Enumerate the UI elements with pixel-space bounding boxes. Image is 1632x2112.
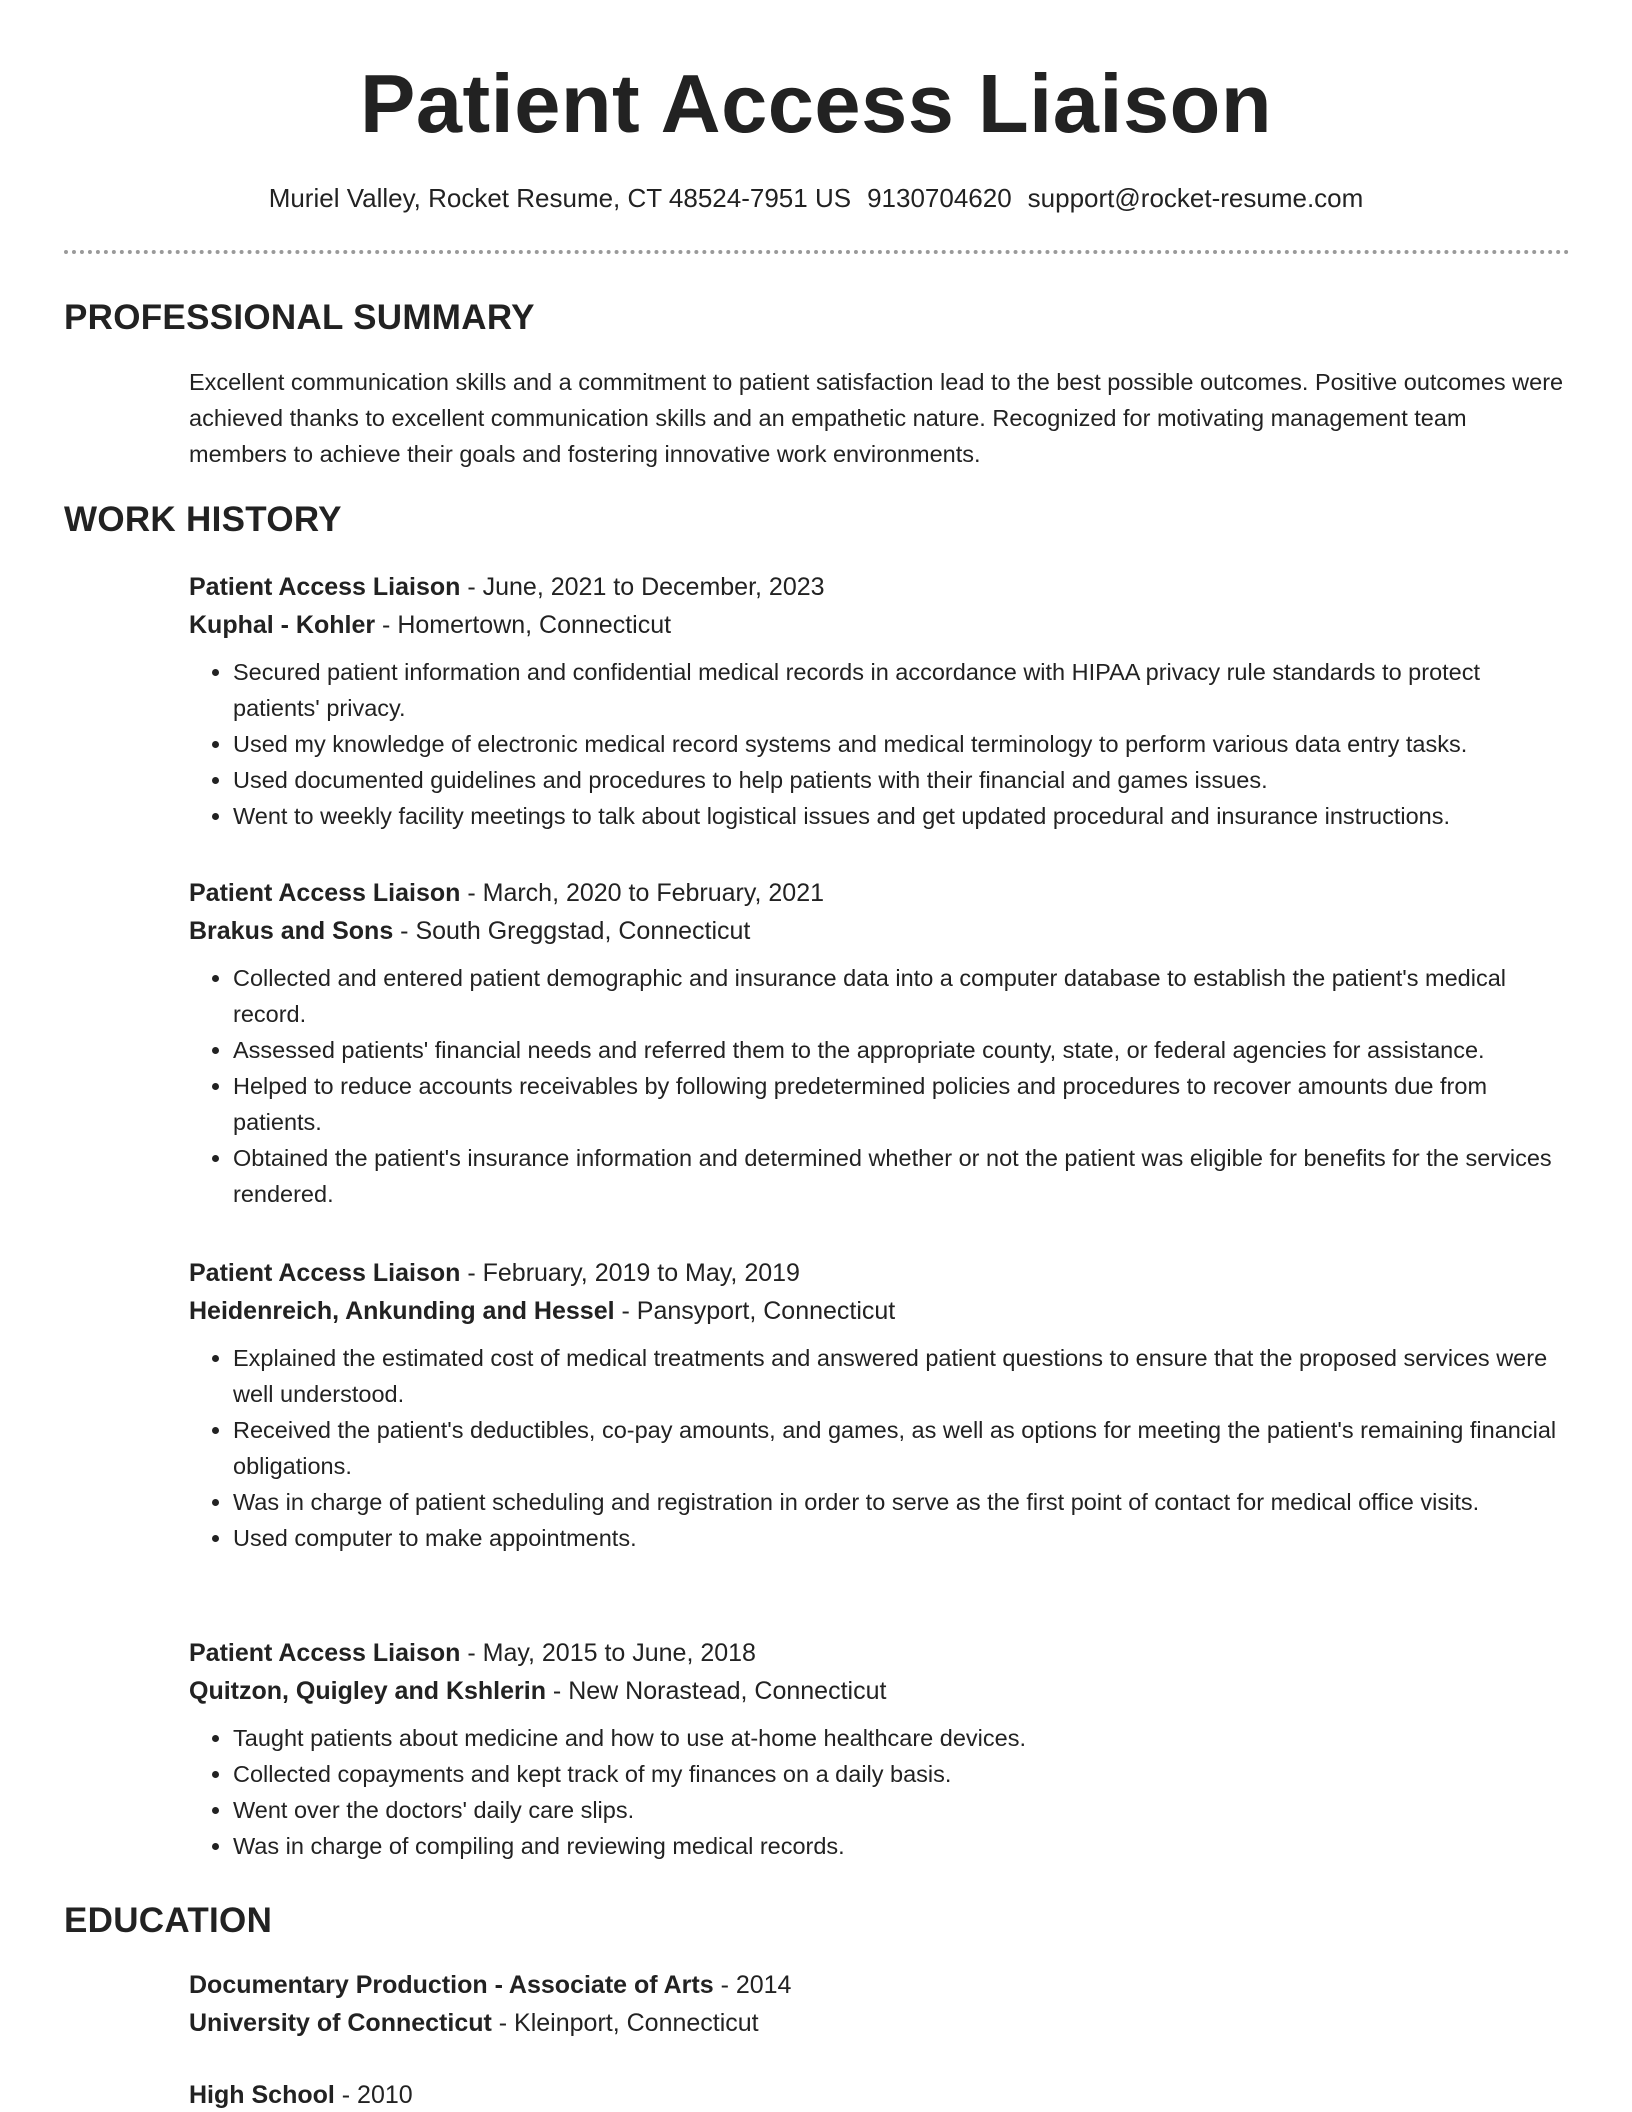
degree-year: - 2010 [334,2081,413,2109]
job-bullets [189,1720,1569,1864]
school-name: University of Connecticut [189,2009,492,2037]
job-company-line [189,912,1569,950]
job-entry [189,874,1569,1212]
job-bullet: • Used documented guidelines and procedures to help patients with their financial and games issues. [233,762,1569,798]
contact-address: Muriel Valley, Rocket Resume, CT 48524-7951 US [268,183,852,213]
education-heading: EDUCATION [64,1901,273,1940]
job-bullet: • Collected copayments and kept track of my finances on a daily basis. [233,1756,1569,1792]
job-entry [189,1634,1569,1864]
job-bullet: • Was in charge of patient scheduling and registration in order to serve as the first point of contact for medical office visits. [233,1484,1569,1520]
contact-email: support@rocket-resume.com [1027,183,1364,213]
contact-phone: 9130704620 [867,183,1012,213]
summary-text: Excellent communication skills and a commitment to patient satisfaction lead to the best possible outcomes. Positive outcomes were achieved thanks to excellent communication skills and an empathetic nature. Recognized for motivating management team members to achieve their goals and fostering innovative work environments. [189,369,1564,467]
degree-name: High School [189,2081,335,2109]
job-bullet: • Received the patient's deductibles, co-pay amounts, and games, as well as options for meeting the patient's remaining financial obligations. [233,1412,1569,1484]
job-bullet: • Helped to reduce accounts receivables by following predetermined policies and procedures to recover amounts due from patients. [233,1068,1569,1140]
job-bullets [189,960,1569,1212]
job-location: - Homertown, Connecticut [375,611,672,639]
job-company-line [189,1672,1569,1710]
degree-name: Documentary Production - Associate of Arts [189,1971,714,1999]
job-location: - New Norastead, Connecticut [545,1677,887,1705]
job-title-line [189,1254,1569,1292]
job-company: Kuphal - Kohler [189,611,376,639]
job-role: Patient Access Liaison [189,573,461,601]
degree-line [189,2076,1569,2112]
job-bullets [189,654,1569,834]
job-location: - Pansyport, Connecticut [614,1297,896,1325]
school-line [189,2004,1569,2042]
job-bullet: • Used my knowledge of electronic medical record systems and medical terminology to perform various data entry tasks. [233,726,1569,762]
contact-line [0,180,1632,216]
work-history-heading: WORK HISTORY [64,500,342,539]
job-bullet: • Went over the doctors' daily care slips. [233,1792,1569,1828]
header-divider [64,250,1570,254]
job-bullet: • Collected and entered patient demographic and insurance data into a computer database to establish the patient's medical record. [233,960,1569,1032]
school-location: - Kleinport, Connecticut [491,2009,759,2037]
job-company: Heidenreich, Ankunding and Hessel [189,1297,615,1325]
job-role: Patient Access Liaison [189,879,461,907]
job-bullet: • Was in charge of compiling and reviewing medical records. [233,1828,1569,1864]
job-entry [189,568,1569,834]
job-bullet: • Used computer to make appointments. [233,1520,1569,1556]
job-bullet: • Assessed patients' financial needs and referred them to the appropriate county, state, or federal agencies for assistance. [233,1032,1569,1068]
job-role: Patient Access Liaison [189,1259,461,1287]
job-title-line [189,568,1569,606]
job-dates: - March, 2020 to February, 2021 [460,879,825,907]
job-company-line [189,1292,1569,1330]
job-dates: - June, 2021 to December, 2023 [460,573,825,601]
job-company-line [189,606,1569,644]
education-entry [189,1966,1569,2042]
job-title-line [189,1634,1569,1672]
job-dates: - May, 2015 to June, 2018 [460,1639,756,1667]
summary-heading: PROFESSIONAL SUMMARY [64,298,535,337]
job-bullet: • Obtained the patient's insurance information and determined whether or not the patient was eligible for benefits for the services rendered. [233,1140,1569,1212]
job-company: Brakus and Sons [189,917,394,945]
degree-line [189,1966,1569,2004]
candidate-name: Patient Access Liaison [359,57,1273,150]
education-entry [189,2076,1569,2112]
job-title-line [189,874,1569,912]
job-role: Patient Access Liaison [189,1639,461,1667]
job-location: - South Greggstad, Connecticut [393,917,751,945]
job-bullets [189,1340,1569,1556]
degree-year: - 2014 [713,1971,792,1999]
job-bullet: • Secured patient information and confidential medical records in accordance with HIPAA privacy rule standards to protect patients' privacy. [233,654,1569,726]
job-entry [189,1254,1569,1556]
job-dates: - February, 2019 to May, 2019 [460,1259,800,1287]
job-company: Quitzon, Quigley and Kshlerin [189,1677,546,1705]
job-bullet: • Went to weekly facility meetings to talk about logistical issues and get updated procedural and insurance instructions. [233,798,1569,834]
job-bullet: • Explained the estimated cost of medical treatments and answered patient questions to ensure that the proposed services were well understood. [233,1340,1569,1412]
job-bullet: • Taught patients about medicine and how to use at-home healthcare devices. [233,1720,1569,1756]
